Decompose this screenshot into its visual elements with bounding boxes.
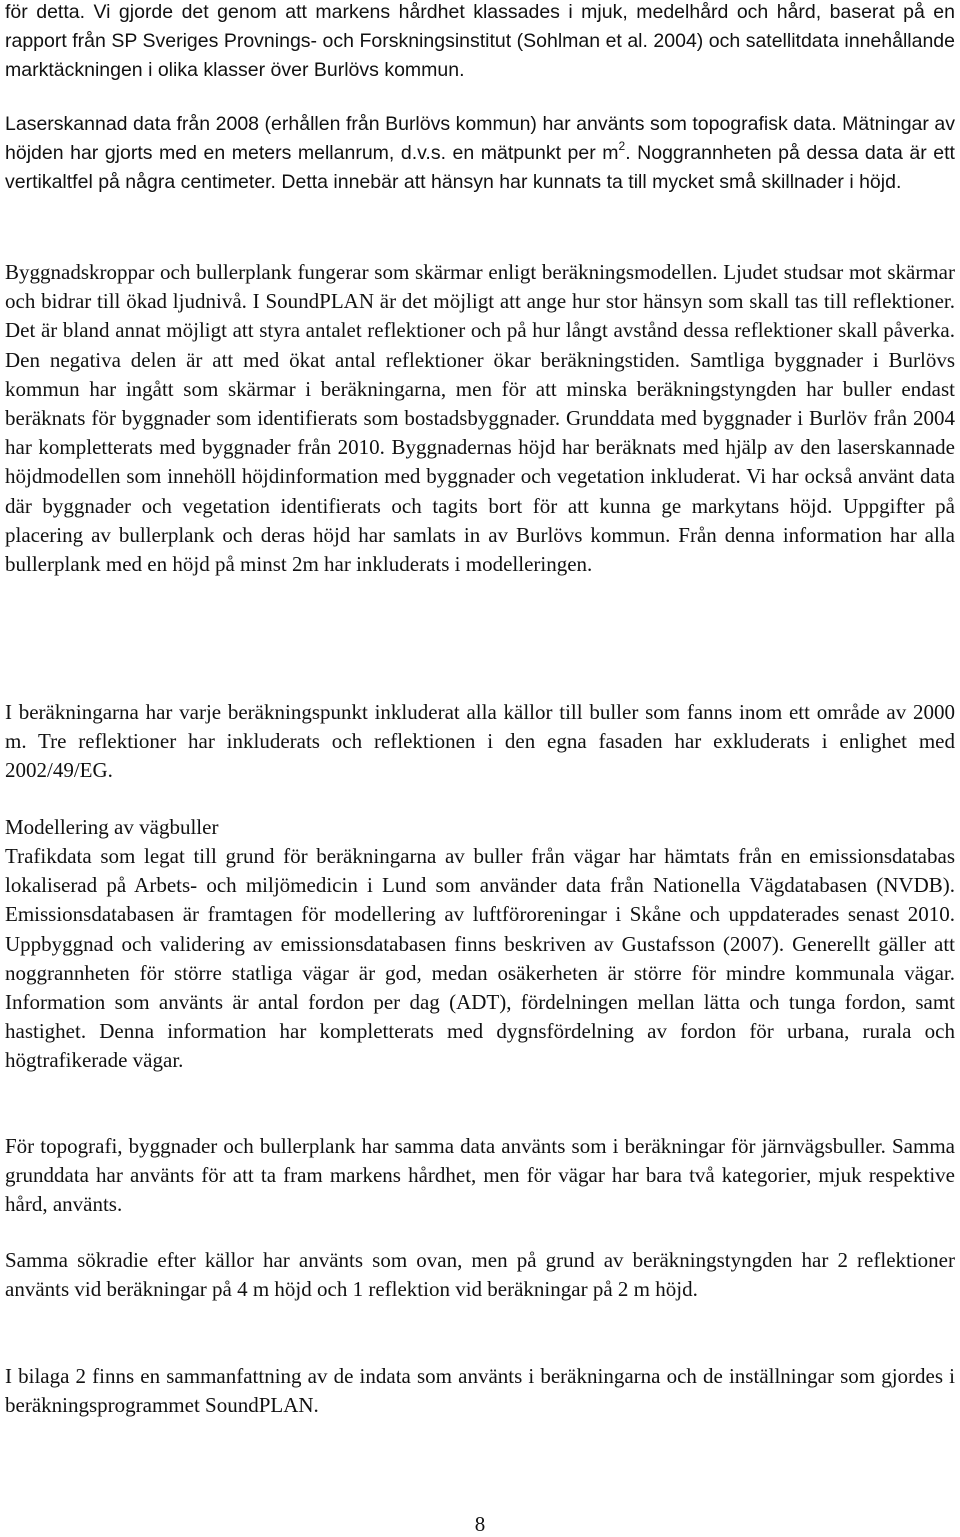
- paragraph-appendix: I bilaga 2 finns en sammanfattning av de indata som använts i beräkningarna och de inställningar som gjordes i beräkningsprogrammet SoundPLAN.: [5, 1364, 955, 1418]
- paragraph-topography: För topografi, byggnader och bullerplank har samma data använts som i beräkningar för järnvägsbuller. Samma grunddata har använts för att ta fram markens hårdhet, men för vägar har bara två kategorier, mjuk respektive hård, använts.: [5, 1134, 955, 1217]
- paragraph-traffic-data: Trafikdata som legat till grund för beräkningarna av buller från vägar har hämtats från en emissionsdatabas lokaliserad på Arbets- och miljömedicin i Lund som använder data från Nationella Vägdatabasen (NVDB). Emissionsdatabasen är framtagen för modellering av luftföroreningar i Skåne och uppdaterades senast 2010. Uppbyggnad och validering av emissionsdatabasen finns beskriven av Gustafsson (2007). Generellt gäller att noggrannheten för större statliga vägar är god, medan osäkerheten är större för mindre kommunala vägar. Information som använts är antal fordon per dag (ADT), fördelningen mellan lätta och tunga fordon, samt hastighet. Denna information har kompletterats med dygnsfördelning av fordon för urbana, rurala och högtrafikerade vägar.: [5, 844, 955, 1073]
- paragraph-buildings: Byggnadskroppar och bullerplank fungerar som skärmar enligt beräkningsmodellen. Ljudet studsar mot skärmar och bidrar till ökad ljudnivå. I SoundPLAN är det möjligt att ange hur stor hänsyn som skall tas till reflektioner. Det är bland annat möjligt att styra antalet reflektioner och på hur långt avstånd dessa reflektioner skall påverka. Den negativa delen är att med ökat antal reflektioner ökar beräkningstiden. Samtliga byggnader i Burlövs kommun har ingått som skärmar i beräkningarna, men för att minska beräkningstyngden har buller endast beräknats för byggnader som identifierats som bostadsbyggnader. Grunddata med byggnader i Burlöv från 2004 har kompletterats med byggnader från 2010. Byggnadernas höjd har beräknats med hjälp av den laserskannade höjdmodellen som innehöll höjdinformation med byggnader och vegetation inkluderat. Vi har också använt data där byggnader och vegetation identifierats och tagits bort för att kunna ge markytans höjd. Uppgifter på placering av bullerplank och deras höjd har samlats in av Burlövs kommun. Från denna information har alla bullerplank med en höjd på minst 2m har inkluderats i modelleringen.: [5, 260, 955, 577]
- paragraph-ground-hardness: för detta. Vi gjorde det genom att markens hårdhet klassades i mjuk, medelhård och hård, baserat på en rapport från SP Sveriges Provnings- och Forskningsinstitut (Sohlman et al. 2004) och satellitdata innehållande marktäckningen i olika klasser över Burlövs kommun.: [5, 1, 955, 82]
- section-heading-road-noise: Modellering av vägbuller: [5, 815, 219, 839]
- paragraph-laser-data: [5, 110, 955, 198]
- laser-text-1: Laserskannad data från 2008 (erhållen från Burlövs kommun) har använts som topografisk data. Mätningar av höjden har gjorts med en meters mellanrum, d.v.s. en mätpunkt per m: [5, 113, 955, 165]
- laser-text-2: . Noggrannheten på dessa data är ett vertikaltfel på några centimeter. Detta innebär att hänsyn har kunnats ta till mycket små skillnader i höjd.: [5, 142, 955, 194]
- paragraph-search-radius: Samma sökradie efter källor har använts som ovan, men på grund av beräkningstyngden har 2 reflektioner använts vid beräkningar på 4 m höjd och 1 reflektion vid beräkningar på 2 m höjd.: [5, 1248, 955, 1302]
- page-number: 8: [474, 1512, 486, 1536]
- paragraph-calculation-points: I beräkningarna har varje beräkningspunkt inkluderat alla källor till buller som fanns inom ett område av 2000 m. Tre reflektioner har inkluderats och reflektionen i den egna fasaden har exkluderats i enlighet med 2002/49/EG.: [5, 700, 955, 783]
- superscript-2: 2: [618, 139, 626, 154]
